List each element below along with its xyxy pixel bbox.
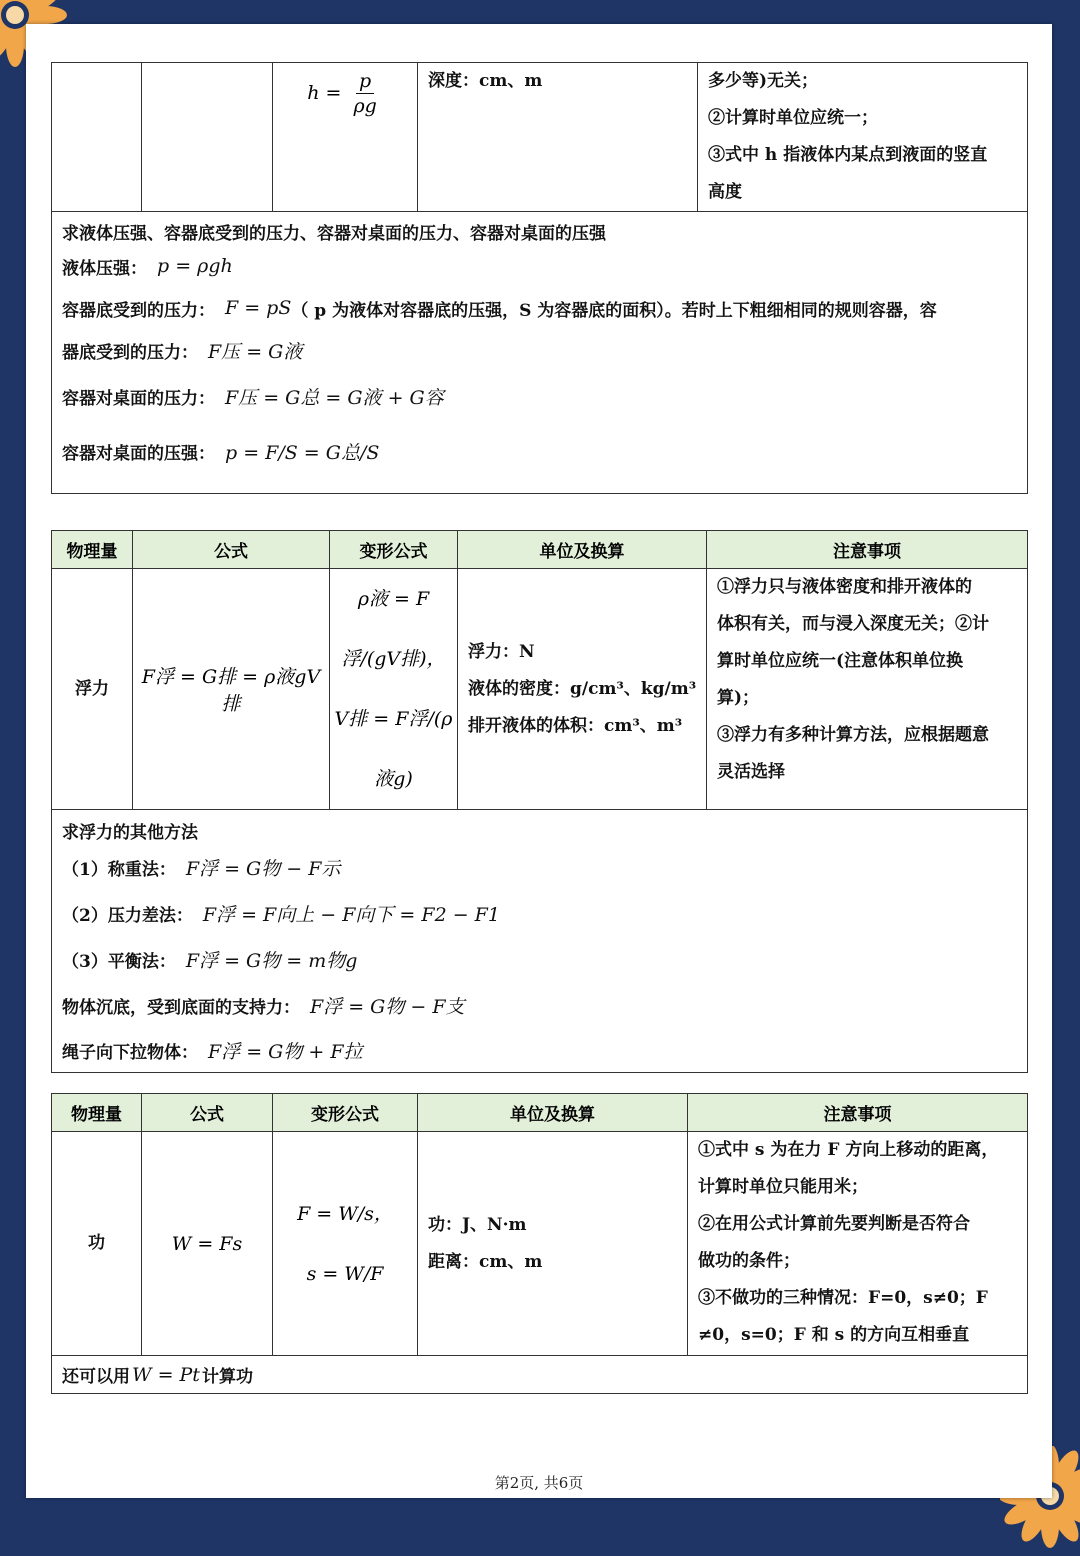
note-line: 算时单位应统一(注意体积单位换 (717, 651, 964, 671)
formula-line: （2）压力差法： F浮 = F向上 − F向下 = F2 − F1 (62, 903, 500, 926)
note-line: 体积有关，而与浸入深度无关；②计 (717, 614, 989, 634)
note-line: 做功的条件； (698, 1251, 800, 1271)
header-notes: 注意事项 (707, 531, 1028, 569)
block-title: 求液体压强、容器底受到的压力、容器对桌面的压力、容器对桌面的压强 (62, 223, 606, 244)
formula-line: 容器对桌面的压力： F压 = G总 = G液 + G容 (62, 386, 444, 409)
block-title: 求浮力的其他方法 (62, 822, 198, 843)
table-row (52, 810, 1028, 1073)
formula-cell (273, 63, 418, 212)
pressure-explanation-block (52, 212, 1028, 494)
header-units: 单位及换算 (458, 531, 707, 569)
table-row (52, 569, 1028, 810)
table-row (52, 1356, 1028, 1394)
variant-cell (273, 1132, 418, 1356)
note-line: 高度 (708, 182, 742, 202)
header-notes: 注意事项 (688, 1094, 1028, 1132)
note-line: ③式中 h 指液体内某点到液面的竖直 (708, 145, 988, 165)
formula-line: 物体沉底，受到底面的支持力： F浮 = G物 − F支 (62, 995, 465, 1018)
variant-formula: F = W/s， (297, 1202, 393, 1225)
header-quantity: 物理量 (52, 1094, 142, 1132)
formula-cell: W = Fs (142, 1132, 273, 1356)
document-page (26, 24, 1052, 1498)
empty-cell (52, 63, 142, 212)
page-footer: 第2页, 共6页 (494, 1474, 584, 1492)
table-header-row (52, 1094, 1028, 1132)
note-line: 多少等)无关； (708, 71, 819, 91)
note-line: ①式中 s 为在力 F 方向上移动的距离， (698, 1140, 999, 1160)
units-cell (418, 1132, 688, 1356)
note-line: ③浮力有多种计算方法，应根据题意 (717, 725, 989, 745)
notes-cell (698, 63, 1028, 212)
header-formula: 公式 (133, 531, 330, 569)
formula-line: （1）称重法： F浮 = G物 − F示 (62, 857, 341, 880)
notes-cell (707, 569, 1028, 810)
depth-formula: h = $\frac{p}{\rho g}$ (307, 70, 377, 117)
table-row (52, 212, 1028, 494)
table-row (52, 63, 1028, 212)
variant-cell (330, 569, 458, 810)
quantity-cell: 功 (52, 1132, 142, 1356)
note-line: 算)； (717, 688, 760, 708)
note-line: 计算时单位只能用米； (698, 1177, 868, 1197)
formula-cell: F浮 = G排 = ρ液gV排 (133, 569, 330, 810)
unit-line: 浮力：N (468, 641, 535, 662)
header-quantity: 物理量 (52, 531, 133, 569)
units-cell (458, 569, 707, 810)
formula-line: 液体压强： p = ρgh (62, 255, 233, 279)
note-line: ≠0，s=0；F 和 s 的方向互相垂直 (698, 1325, 970, 1345)
variant-formula: ρ液 = F浮/(gV排)， (341, 588, 446, 670)
empty-cell (142, 63, 273, 212)
note-line: ③不做功的三种情况：F=0，s≠0；F (698, 1288, 988, 1308)
formula-line: （3）平衡法： F浮 = G物 = m物g (62, 949, 358, 972)
unit-line: 液体的密度：g/cm³、kg/m³ (468, 678, 697, 699)
table-header-row (52, 531, 1028, 569)
work-table (51, 1093, 1028, 1394)
buoyancy-methods-block (52, 810, 1028, 1073)
header-units: 单位及换算 (418, 1094, 688, 1132)
unit-line: 距离：cm、m (428, 1251, 543, 1272)
formula-line: 容器底受到的压力： F = pS （ p 为液体对容器底的压强，S 为容器底的面积）。若时上下粗细相同的规则容器，容 (62, 297, 937, 321)
work-extra-note: 还可以用 W = Pt 计算功 (52, 1356, 1028, 1394)
unit-cell: 深度：cm、m (418, 63, 698, 212)
variant-formula: s = W/F (306, 1262, 384, 1285)
buoyancy-table (51, 530, 1028, 1073)
note-line: ②在用公式计算前先要判断是否符合 (698, 1214, 970, 1234)
header-variant: 变形公式 (330, 531, 458, 569)
formula-line: 绳子向下拉物体： F浮 = G物 + F拉 (62, 1040, 363, 1063)
note-line: 灵活选择 (717, 762, 785, 782)
table-row (52, 1132, 1028, 1356)
formula-line: 容器对桌面的压强： p = F/S = G总/S (62, 441, 380, 464)
quantity-cell: 浮力 (52, 569, 133, 810)
header-formula: 公式 (142, 1094, 273, 1132)
liquid-pressure-table (51, 62, 1028, 494)
formula-line: 器底受到的压力： F压 = G液 (62, 340, 303, 363)
note-line: ②计算时单位应统一； (708, 108, 878, 128)
header-variant: 变形公式 (273, 1094, 418, 1132)
note-line: ①浮力只与液体密度和排开液体的 (717, 577, 972, 597)
variant-formula: V排 = F浮/(ρ液g) (334, 708, 453, 790)
unit-line: 功：J、N·m (428, 1214, 527, 1235)
unit-line: 排开液体的体积：cm³、m³ (468, 715, 683, 736)
notes-cell (688, 1132, 1028, 1356)
